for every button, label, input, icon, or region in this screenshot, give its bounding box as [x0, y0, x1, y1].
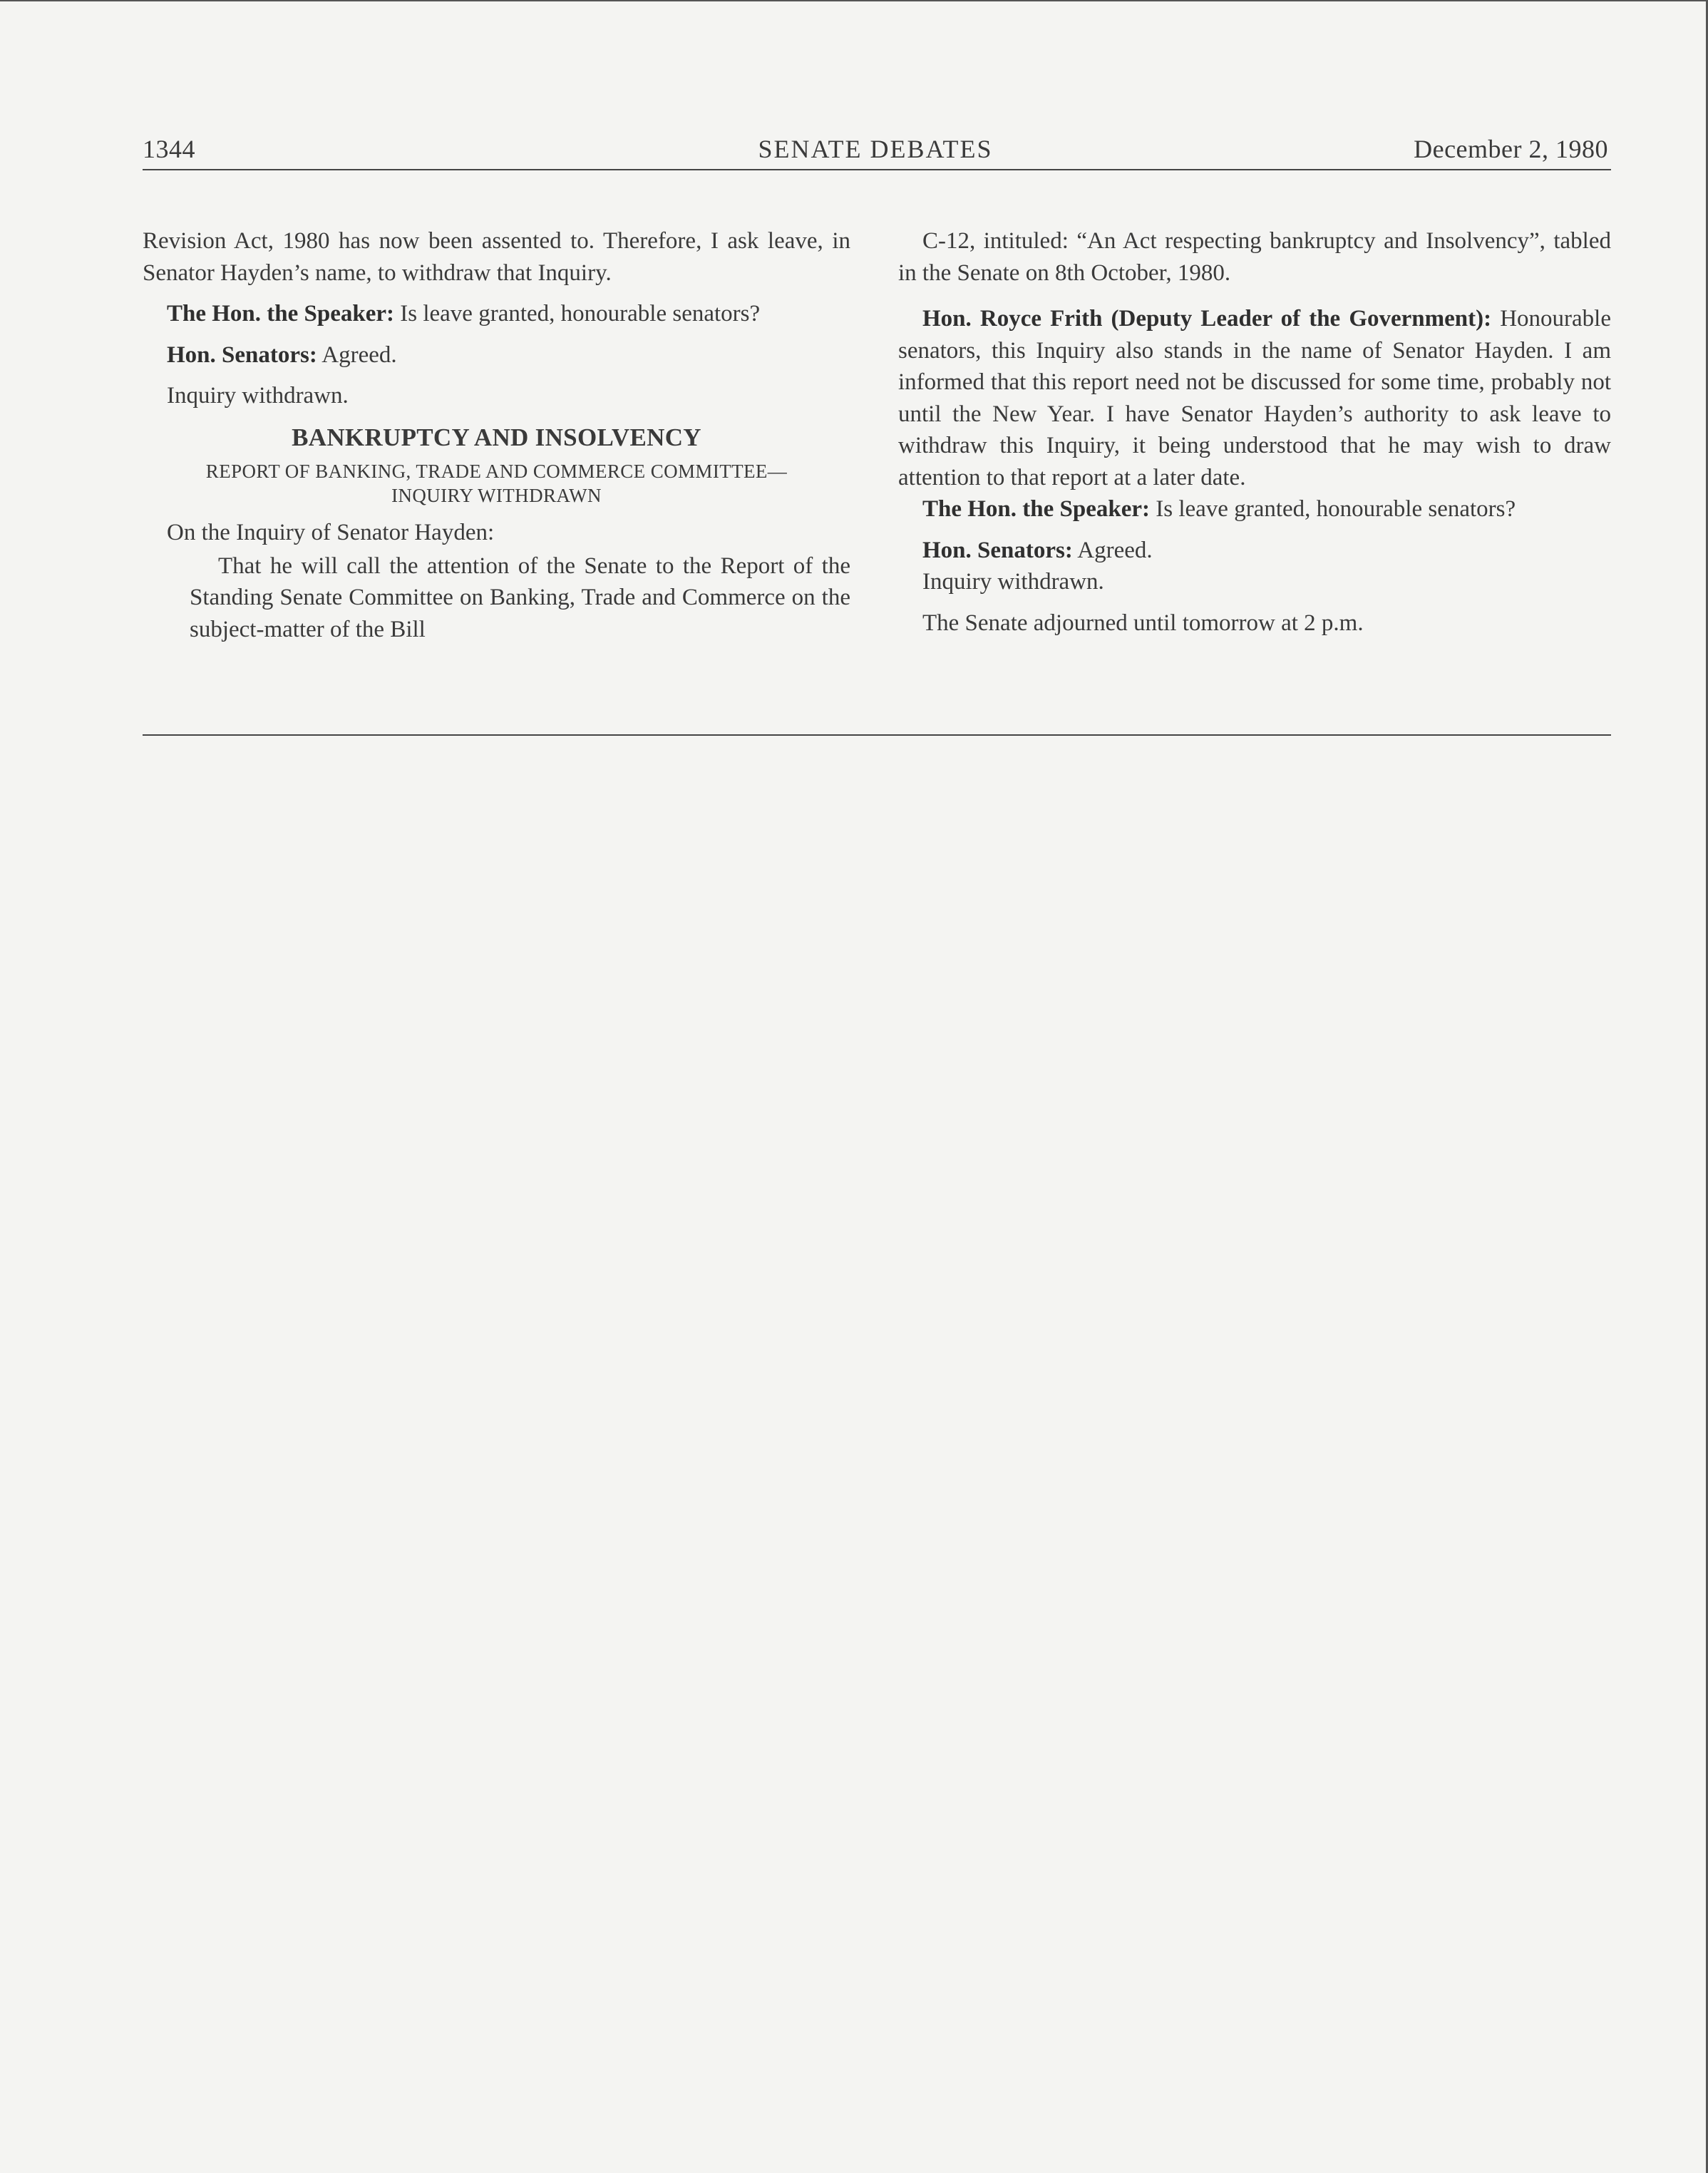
- speech-text: Honourable senators, this Inquiry also stands in the name of Senator Hayden. I am informed that this report need not be discussed for some time, probably not until the New Year. I have Senator Hayden’s authority to ask leave to withdraw this Inquiry, it being understood that he may wish to draw attention to that report at a later date.: [898, 306, 1611, 490]
- publication-title: SENATE DEBATES: [758, 135, 993, 163]
- header-rule: [143, 169, 1611, 170]
- speaker-name: The Hon. the Speaker:: [922, 496, 1151, 522]
- paragraph: [143, 298, 850, 330]
- paragraph: On the Inquiry of Senator Hayden:: [167, 520, 495, 545]
- speech-text: Is leave granted, honourable senators?: [394, 301, 761, 327]
- speech-text: Is leave granted, honourable senators?: [1150, 496, 1516, 522]
- quote-text: That he will call the attention of the Senate to the Report of the Standing Senate Committee on Banking, Trade and Commerce on the subject-matter of the Bill: [190, 553, 850, 642]
- paragraph: [898, 535, 1611, 567]
- page-number: 1344: [143, 135, 195, 163]
- paragraph: [898, 303, 1611, 493]
- paragraph: Inquiry withdrawn.: [922, 569, 1104, 595]
- publication-date: December 2, 1980: [1414, 135, 1608, 163]
- speech-text: Agreed.: [1072, 537, 1153, 563]
- speaker-name: Hon. Senators:: [922, 537, 1073, 563]
- right-column: [898, 225, 1611, 639]
- speaker-name: Hon. Senators:: [167, 341, 317, 368]
- section-heading: BANKRUPTCY AND INSOLVENCY: [292, 423, 701, 451]
- paragraph: [898, 493, 1611, 525]
- paragraph: Revision Act, 1980 has now been assented to. Therefore, I ask leave, in Senator Hayden’s name, to withdraw that Inquiry.: [143, 228, 850, 286]
- running-head: [143, 134, 1608, 170]
- paragraph: The Senate adjourned until tomorrow at 2 p.m.: [922, 610, 1364, 636]
- subheading-line: INQUIRY WITHDRAWN: [391, 485, 602, 506]
- paragraph: C-12, intituled: “An Act respecting bankruptcy and Insolvency”, tabled in the Senate on 8th October, 1980.: [898, 228, 1611, 286]
- section-subheading: [143, 459, 850, 508]
- page-border-top: [0, 0, 1708, 1]
- speech-text: Agreed.: [317, 341, 397, 368]
- bottom-rule: [143, 734, 1611, 736]
- paragraph: [143, 339, 850, 371]
- paragraph: Inquiry withdrawn.: [167, 383, 349, 409]
- left-column: [143, 225, 850, 645]
- inquiry-quote: [190, 550, 850, 646]
- speaker-name: Hon. Royce Frith (Deputy Leader of the Government):: [922, 306, 1492, 332]
- speaker-name: The Hon. the Speaker:: [167, 301, 395, 327]
- subheading-line: REPORT OF BANKING, TRADE AND COMMERCE COMMITTEE—: [205, 461, 788, 482]
